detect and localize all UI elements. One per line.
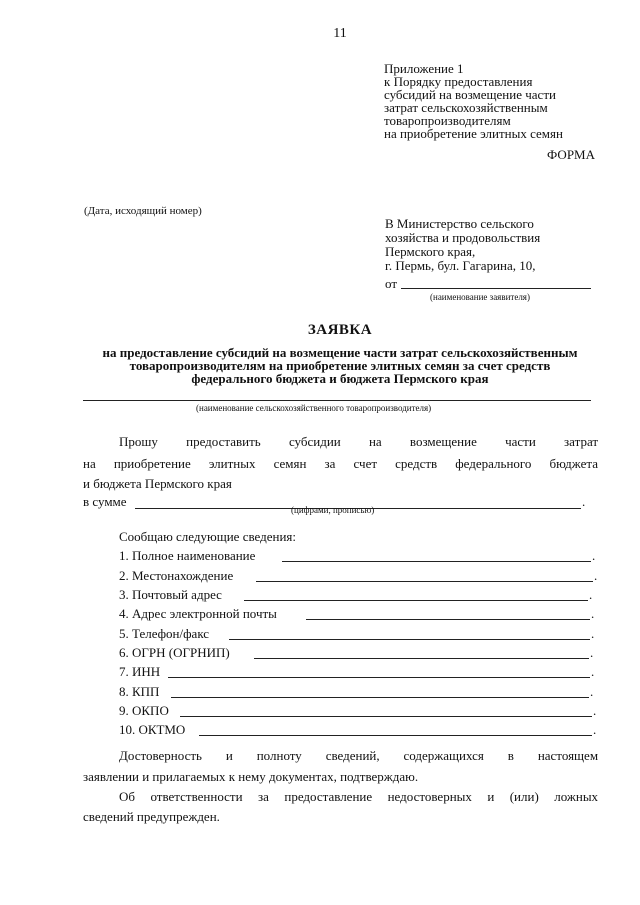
appendix-line: Приложение 1: [384, 61, 464, 76]
field-label-full-name: 1. Полное наименование: [119, 548, 256, 563]
field-terminator: .: [591, 664, 595, 679]
word: затрат: [564, 434, 599, 449]
field-label-oktmo: 10. ОКТМО: [119, 722, 186, 737]
field-terminator: .: [591, 626, 595, 641]
appendix-line: субсидий на возмещение части: [384, 87, 556, 102]
word: ложных: [554, 789, 599, 804]
oktmo-field[interactable]: [199, 735, 592, 736]
field-label-email: 4. Адрес электронной почты: [119, 606, 277, 621]
full-name-field[interactable]: [282, 561, 591, 562]
responsibility-line-2: сведений предупрежден.: [83, 809, 220, 824]
confirm-line-1: [119, 748, 598, 764]
field-terminator: .: [593, 722, 597, 737]
addressee-line: хозяйства и продовольствия: [385, 230, 541, 245]
document-title: ЗАЯВКА: [307, 322, 373, 338]
field-label-postal-address: 3. Почтовый адрес: [119, 587, 222, 602]
word: предоставить: [186, 434, 261, 449]
field-label-okpo: 9. ОКПО: [119, 703, 169, 718]
addressee-block: [385, 217, 540, 273]
applicant-caption: (наименование заявителя): [430, 292, 530, 302]
sum-caption: (цифрами, прописью): [291, 505, 375, 515]
email-field[interactable]: [306, 619, 590, 620]
ogrn-field[interactable]: [254, 658, 589, 659]
addressee-line: г. Пермь, бул. Гагарина, 10,: [385, 258, 536, 273]
appendix-block: [384, 62, 563, 140]
sum-label: в сумме: [83, 494, 127, 509]
okpo-field[interactable]: [180, 716, 592, 717]
inn-field[interactable]: [168, 677, 590, 678]
field-label-ogrn: 6. ОГРН (ОГРНИП): [119, 645, 230, 660]
location-field[interactable]: [256, 581, 593, 582]
request-line-1: [119, 434, 598, 450]
appendix-line: затрат сельскохозяйственным: [384, 100, 548, 115]
field-label-inn: 7. ИНН: [119, 664, 161, 679]
word: Об: [119, 789, 136, 804]
word: сведений,: [325, 748, 380, 763]
kpp-field[interactable]: [171, 697, 589, 698]
word: части: [505, 434, 536, 449]
word: в: [507, 748, 514, 763]
word: на: [368, 434, 382, 449]
page-number: 11: [333, 26, 347, 41]
document-subtitle: на предоставление субсидий на возмещение части затрат сельскохозяйственным товаропроизводителям на приобретение элитных семян за счет средств федерального бюджета и бюджета Пермского края: [102, 345, 578, 386]
word: возмещение: [409, 434, 477, 449]
responsibility-line-1: [119, 789, 598, 805]
appendix-line: к Порядку предоставления: [384, 74, 533, 89]
word: настоящем: [537, 748, 599, 763]
addressee-line: В Министерство сельского: [385, 216, 534, 231]
phone-field[interactable]: [229, 639, 590, 640]
sum-terminator: .: [582, 494, 586, 509]
date-label: (Дата, исходящий номер): [84, 205, 202, 217]
word: и: [225, 748, 233, 763]
form-label: ФОРМА: [547, 147, 595, 162]
from-label: от: [385, 276, 398, 291]
appendix-line: товаропроизводителям: [384, 113, 511, 128]
appendix-line: на приобретение элитных семян: [384, 126, 563, 141]
field-terminator: .: [593, 703, 597, 718]
info-intro: Сообщаю следующие сведения:: [119, 529, 297, 544]
request-line-3: и бюджета Пермского края: [83, 476, 232, 491]
field-terminator: .: [589, 587, 593, 602]
word: Достоверность: [119, 748, 202, 763]
word: полноту: [256, 748, 302, 763]
word: содержащихся: [403, 748, 484, 763]
field-terminator: .: [591, 606, 595, 621]
postal-address-field[interactable]: [244, 600, 588, 601]
field-terminator: .: [594, 568, 598, 583]
word: и (или): [487, 789, 539, 804]
field-label-phone: 5. Телефон/факс: [119, 626, 210, 641]
word: ответственности: [150, 789, 243, 804]
word: за: [258, 789, 269, 804]
word: Прошу: [119, 434, 158, 449]
confirm-line-2: заявлении и прилагаемых к нему документах, подтверждаю.: [83, 769, 419, 784]
word: недостоверных: [387, 789, 472, 804]
field-terminator: .: [590, 684, 594, 699]
field-terminator: .: [592, 548, 596, 563]
addressee-line: Пермского края,: [385, 244, 476, 259]
producer-caption: (наименование сельскохозяйственного товаропроизводителя): [196, 403, 432, 413]
word: субсидии: [288, 434, 341, 449]
producer-name-field[interactable]: [83, 400, 591, 401]
word: предоставление: [284, 789, 373, 804]
request-line-2: на приобретение элитных семян за счет средств федерального бюджета: [83, 456, 598, 471]
field-label-kpp: 8. КПП: [119, 684, 160, 699]
field-terminator: .: [590, 645, 594, 660]
applicant-name-field[interactable]: [401, 288, 591, 289]
field-label-location: 2. Местонахождение: [119, 568, 234, 583]
